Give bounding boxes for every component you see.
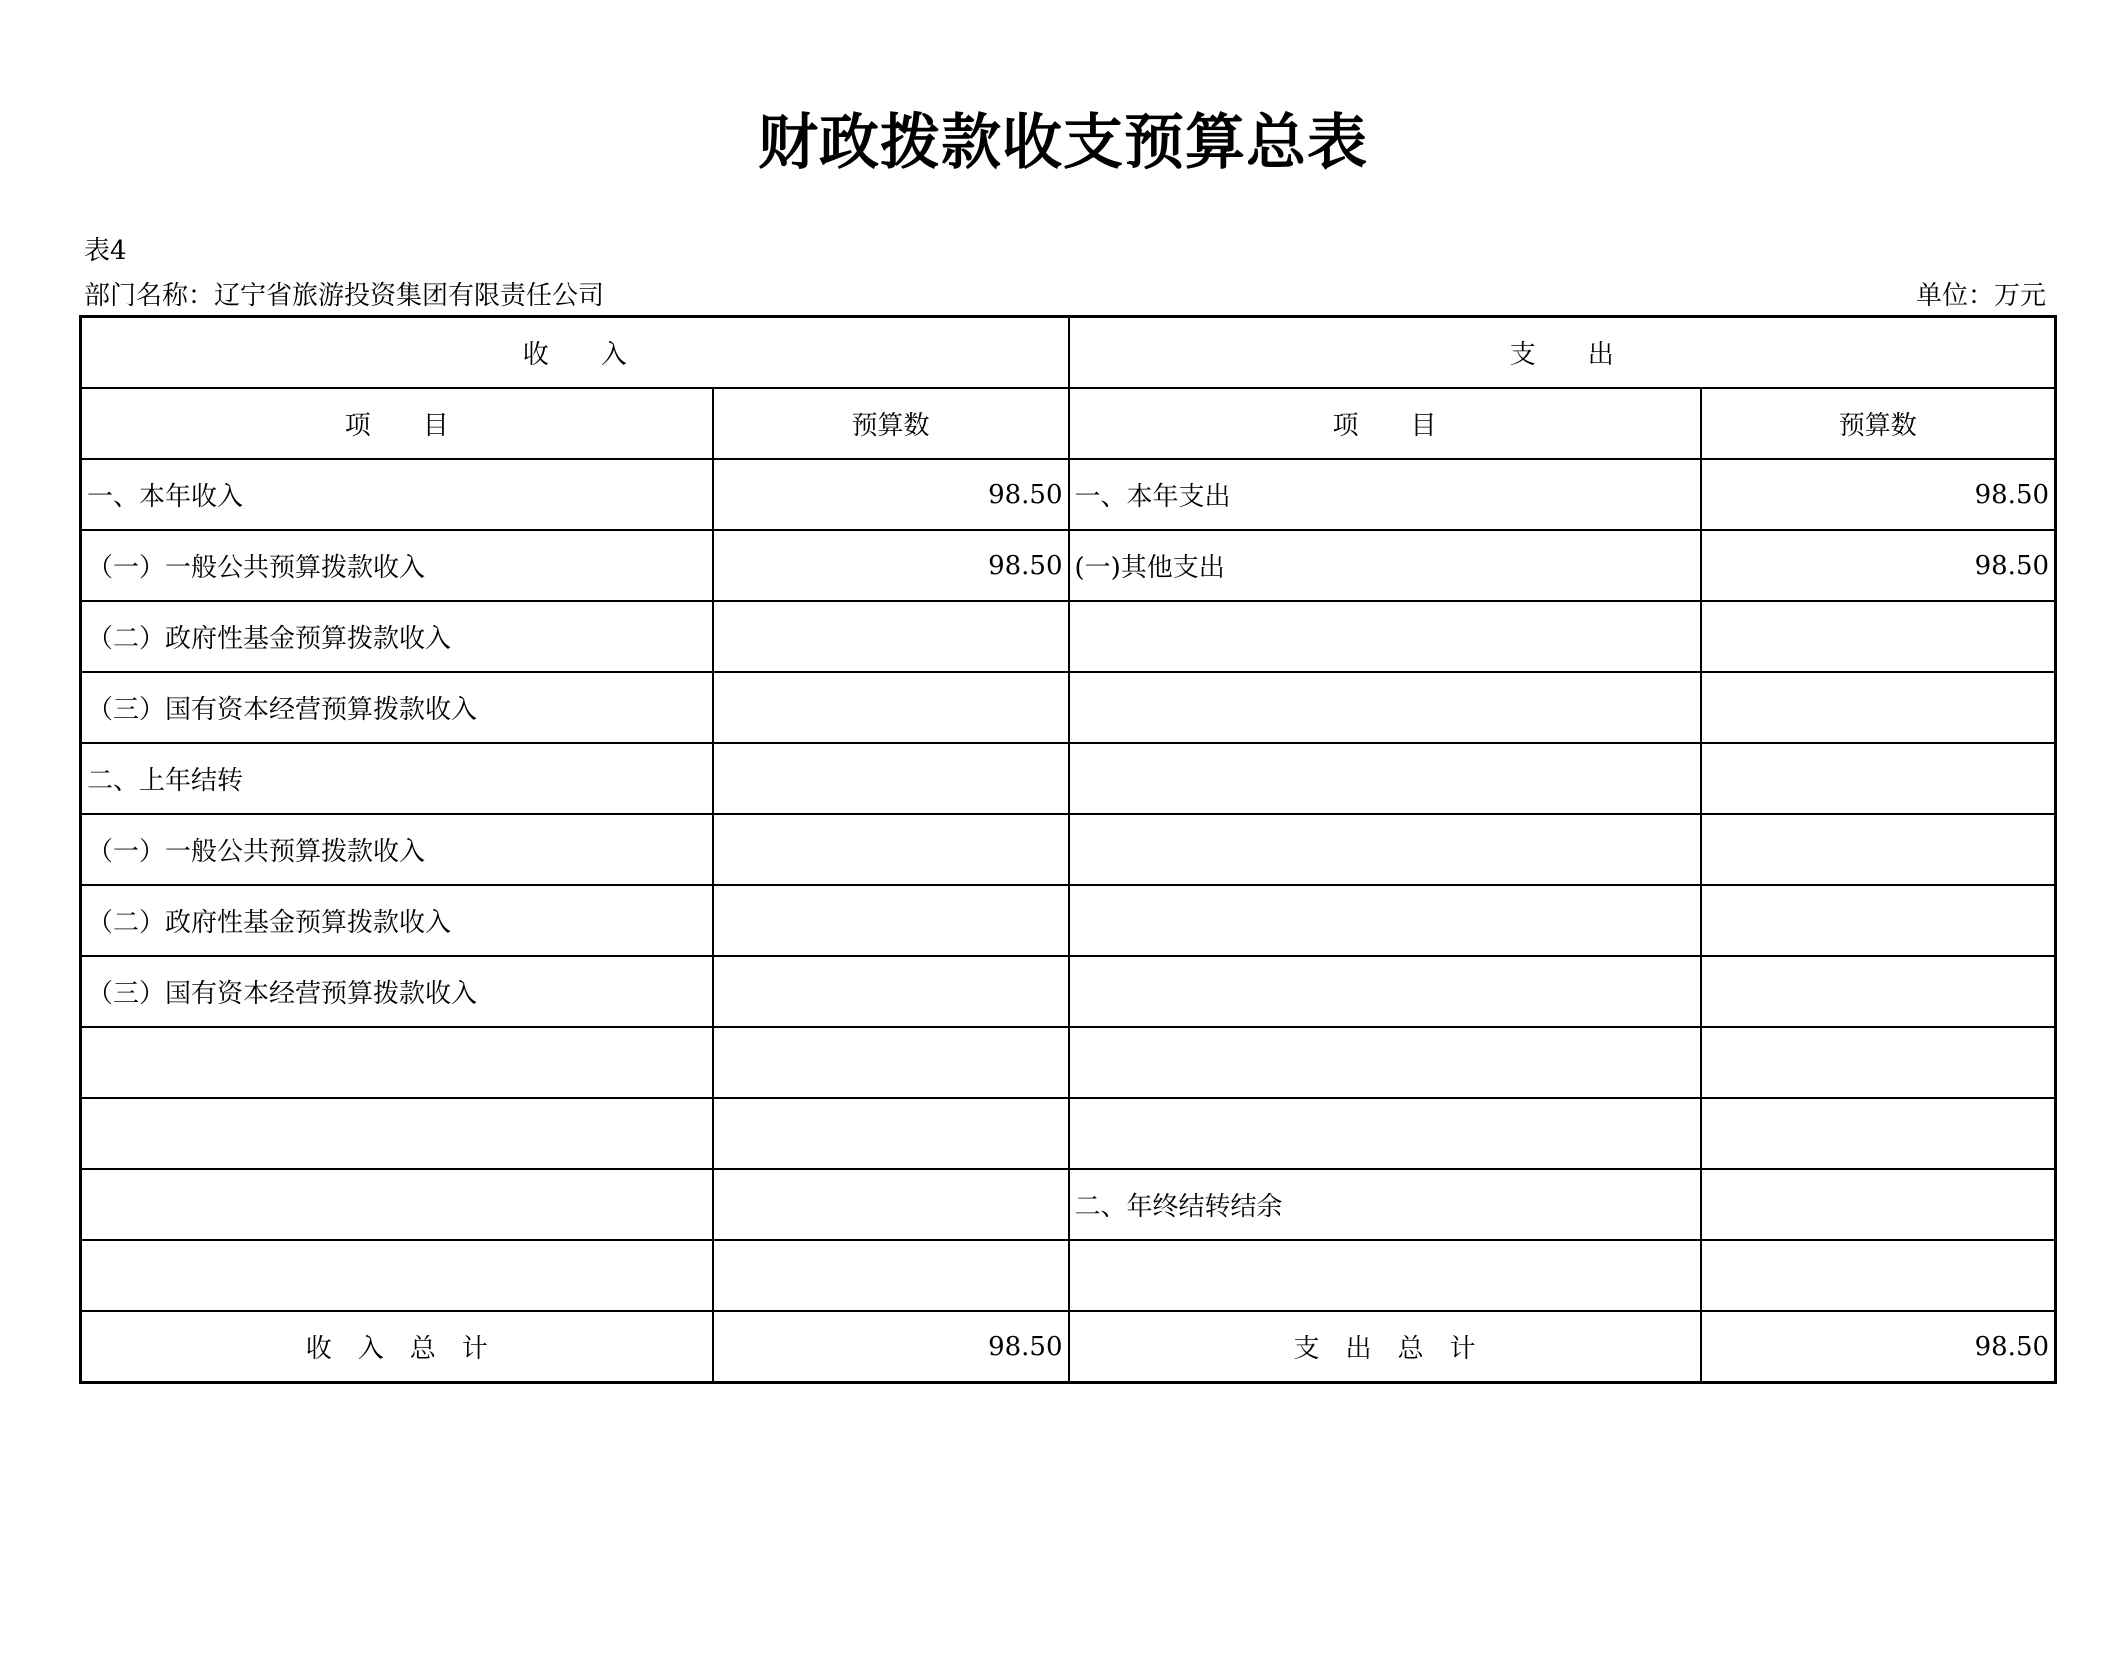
expense-total-label: 支 出 总 计: [1069, 1311, 1701, 1383]
income-amount-cell: [713, 1169, 1069, 1240]
expense-amount-cell: [1701, 1098, 2056, 1169]
expense-amount-cell: [1701, 672, 2056, 743]
expense-item-cell: [1069, 672, 1701, 743]
income-amount-cell: [713, 1027, 1069, 1098]
table-row: [81, 1169, 2056, 1240]
expense-item-cell: [1069, 601, 1701, 672]
table-row: [81, 1027, 2056, 1098]
total-row: [81, 1311, 2056, 1383]
table-row: [81, 459, 2056, 530]
income-item-cell: （二）政府性基金预算拨款收入: [81, 601, 713, 672]
income-item-cell: （三）国有资本经营预算拨款收入: [81, 956, 713, 1027]
income-budget-header: 预算数: [713, 388, 1069, 459]
income-section-header: 收 入: [81, 317, 1069, 389]
expense-total-amount: 98.50: [1701, 1311, 2056, 1383]
expense-amount-cell: [1701, 1027, 2056, 1098]
page-title: 财政拨款收支预算总表: [758, 108, 1368, 178]
department-name: 部门名称：辽宁省旅游投资集团有限责任公司: [84, 281, 605, 311]
income-amount-cell: [713, 1098, 1069, 1169]
expense-amount-cell: 98.50: [1701, 530, 2056, 601]
expense-amount-cell: [1701, 814, 2056, 885]
income-amount-cell: [713, 601, 1069, 672]
table-row: [81, 956, 2056, 1027]
income-amount-cell: [713, 814, 1069, 885]
table-number: 表4: [84, 236, 127, 266]
expense-budget-header: 预算数: [1701, 388, 2056, 459]
table-row: [81, 885, 2056, 956]
expense-item-cell: (一)其他支出: [1069, 530, 1701, 601]
expense-item-header: 项 目: [1069, 388, 1701, 459]
expense-amount-cell: [1701, 956, 2056, 1027]
expense-item-cell: 一、本年支出: [1069, 459, 1701, 530]
income-item-cell: （一）一般公共预算拨款收入: [81, 530, 713, 601]
table-row: [81, 743, 2056, 814]
income-item-cell: [81, 1169, 713, 1240]
expense-item-cell: [1069, 1240, 1701, 1311]
expense-amount-cell: 98.50: [1701, 459, 2056, 530]
income-amount-cell: [713, 956, 1069, 1027]
expense-item-cell: [1069, 743, 1701, 814]
income-item-cell: 二、上年结转: [81, 743, 713, 814]
expense-amount-cell: [1701, 1169, 2056, 1240]
income-item-cell: [81, 1098, 713, 1169]
income-total-label: 收 入 总 计: [81, 1311, 713, 1383]
expense-amount-cell: [1701, 601, 2056, 672]
expense-item-cell: 二、年终结转结余: [1069, 1169, 1701, 1240]
income-item-cell: [81, 1240, 713, 1311]
budget-table: [79, 315, 2057, 1384]
expense-item-cell: [1069, 1098, 1701, 1169]
income-item-cell: [81, 1027, 713, 1098]
table-row: [81, 814, 2056, 885]
unit-label: 单位：万元: [1915, 281, 2046, 311]
expense-item-cell: [1069, 956, 1701, 1027]
table-row: [81, 1240, 2056, 1311]
income-item-header: 项 目: [81, 388, 713, 459]
income-amount-cell: [713, 1240, 1069, 1311]
section-header-row: [81, 317, 2056, 389]
income-amount-cell: 98.50: [713, 459, 1069, 530]
income-amount-cell: [713, 885, 1069, 956]
expense-item-cell: [1069, 1027, 1701, 1098]
table-row: [81, 672, 2056, 743]
expense-amount-cell: [1701, 1240, 2056, 1311]
income-amount-cell: [713, 672, 1069, 743]
expense-amount-cell: [1701, 885, 2056, 956]
table-row: [81, 530, 2056, 601]
income-item-cell: 一、本年收入: [81, 459, 713, 530]
income-amount-cell: [713, 743, 1069, 814]
income-amount-cell: 98.50: [713, 530, 1069, 601]
column-header-row: [81, 388, 2056, 459]
table-row: [81, 1098, 2056, 1169]
expense-item-cell: [1069, 814, 1701, 885]
income-item-cell: （二）政府性基金预算拨款收入: [81, 885, 713, 956]
income-total-amount: 98.50: [713, 1311, 1069, 1383]
expense-amount-cell: [1701, 743, 2056, 814]
expense-section-header: 支 出: [1069, 317, 2056, 389]
table-row: [81, 601, 2056, 672]
income-item-cell: （一）一般公共预算拨款收入: [81, 814, 713, 885]
expense-item-cell: [1069, 885, 1701, 956]
income-item-cell: （三）国有资本经营预算拨款收入: [81, 672, 713, 743]
